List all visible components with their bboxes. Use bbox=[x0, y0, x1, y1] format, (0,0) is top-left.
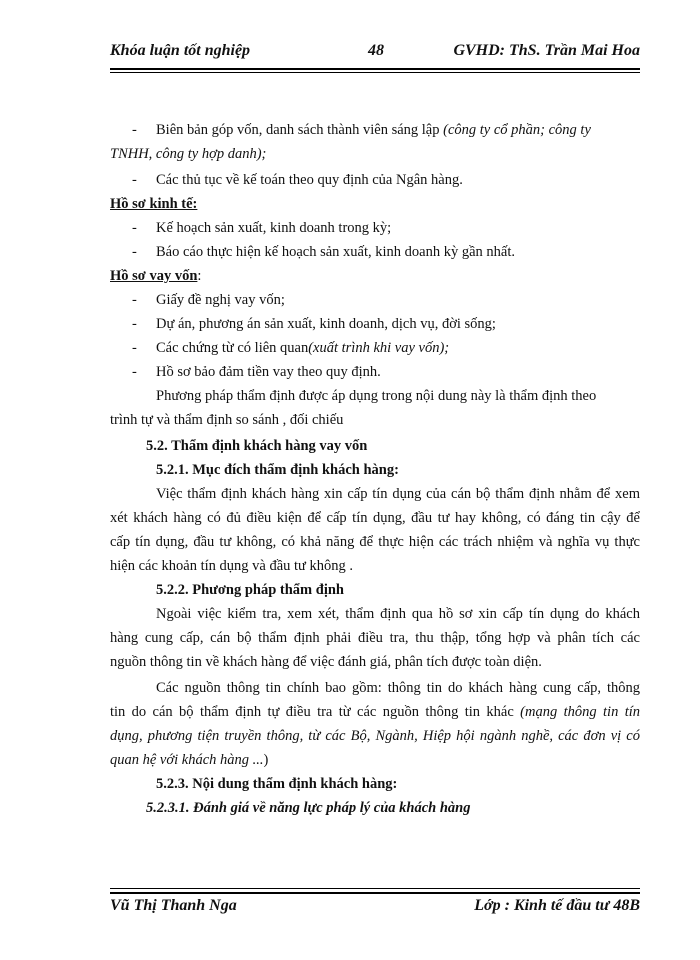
paragraph-line: Các nguồn thông tin chính bao gồm: thông tin do khách hàng cung cấp, thông bbox=[156, 680, 640, 696]
page-header bbox=[110, 42, 640, 66]
section-heading-economic: Hồ sơ kinh tế: bbox=[110, 196, 198, 212]
footer-rule-thin bbox=[110, 888, 640, 889]
header-supervisor: GVHD: ThS. Trần Mai Hoa bbox=[453, 42, 640, 59]
paragraph-line: quan hệ với khách hàng ...) bbox=[110, 752, 269, 768]
paragraph-line: hàng cung cấp, cán bộ thẩm định phải điều tra, thu thập, tổng hợp và phân tích các bbox=[110, 630, 640, 646]
list-item: - Các chứng từ có liên quan(xuất trình khi vay vốn); bbox=[132, 340, 450, 356]
paragraph-line: tin do cán bộ thẩm định tự điều tra từ các nguồn thông tin khác (mạng thông tin tín bbox=[110, 704, 640, 720]
footer-class: Lớp : Kinh tế đầu tư 48B bbox=[474, 897, 640, 914]
heading-5-2-3: 5.2.3. Nội dung thẩm định khách hàng: bbox=[156, 776, 398, 792]
paragraph-line: hiện các khoản tín dụng và đầu tư không . bbox=[110, 558, 354, 574]
list-item: - Biên bản góp vốn, danh sách thành viên sáng lập (công ty cổ phần; công ty bbox=[132, 122, 591, 138]
heading-5-2-2: 5.2.2. Phương pháp thẩm định bbox=[156, 582, 344, 598]
page-number: 48 bbox=[368, 42, 384, 59]
paragraph-line: Ngoài việc kiểm tra, xem xét, thẩm định qua hồ sơ xin cấp tín dụng do khách bbox=[156, 606, 640, 622]
paragraph-line: trình tự và thẩm định so sánh , đối chiếu bbox=[110, 412, 344, 428]
footer-author: Vũ Thị Thanh Nga bbox=[110, 897, 237, 914]
header-rule bbox=[110, 68, 640, 70]
page-footer bbox=[110, 897, 640, 921]
paragraph-line: nguồn thông tin về khách hàng để việc đánh giá, phân tích được toàn diện. bbox=[110, 654, 542, 670]
section-heading-loan: Hồ sơ vay vốn: bbox=[110, 268, 202, 284]
list-item: - Các thủ tục về kế toán theo quy định của Ngân hàng. bbox=[132, 172, 463, 188]
paragraph-line: xét khách hàng có đủ điều kiện để cấp tín dụng, đầu tư hay không, có đáng tin cậy để bbox=[110, 510, 640, 526]
list-item: - Giấy đề nghị vay vốn; bbox=[132, 292, 285, 308]
list-item: - Hồ sơ bảo đảm tiền vay theo quy định. bbox=[132, 364, 381, 380]
list-item: - Kế hoạch sản xuất, kinh doanh trong kỳ; bbox=[132, 220, 392, 236]
paragraph-line: dụng, phương tiện truyền thông, từ các Bộ, Ngành, Hiệp hội ngành nghề, các đơn vị có bbox=[110, 728, 640, 744]
heading-5-2-3-1: 5.2.3.1. Đánh giá về năng lực pháp lý của khách hàng bbox=[146, 800, 471, 816]
paragraph-line: cấp tín dụng, đầu tư không, có khả năng để thực hiện các trách nhiệm và nghĩa vụ thực bbox=[110, 534, 640, 550]
list-item: - Báo cáo thực hiện kế hoạch sản xuất, kinh doanh kỳ gần nhất. bbox=[132, 244, 515, 260]
heading-5-2: 5.2. Thẩm định khách hàng vay vốn bbox=[146, 438, 368, 454]
footer-rule bbox=[110, 892, 640, 894]
header-thesis-title: Khóa luận tốt nghiệp bbox=[110, 42, 251, 59]
heading-5-2-1: 5.2.1. Mục đích thẩm định khách hàng: bbox=[156, 462, 399, 478]
header-rule-thin bbox=[110, 72, 640, 73]
paragraph-line: Việc thẩm định khách hàng xin cấp tín dụng của cán bộ thẩm định nhằm để xem bbox=[156, 486, 640, 502]
paragraph-line: Phương pháp thẩm định được áp dụng trong nội dung này là thẩm định theo bbox=[156, 388, 597, 404]
list-item: - Dự án, phương án sản xuất, kinh doanh, dịch vụ, đời sống; bbox=[132, 316, 496, 332]
list-item-continuation: TNHH, công ty hợp danh); bbox=[110, 146, 267, 162]
